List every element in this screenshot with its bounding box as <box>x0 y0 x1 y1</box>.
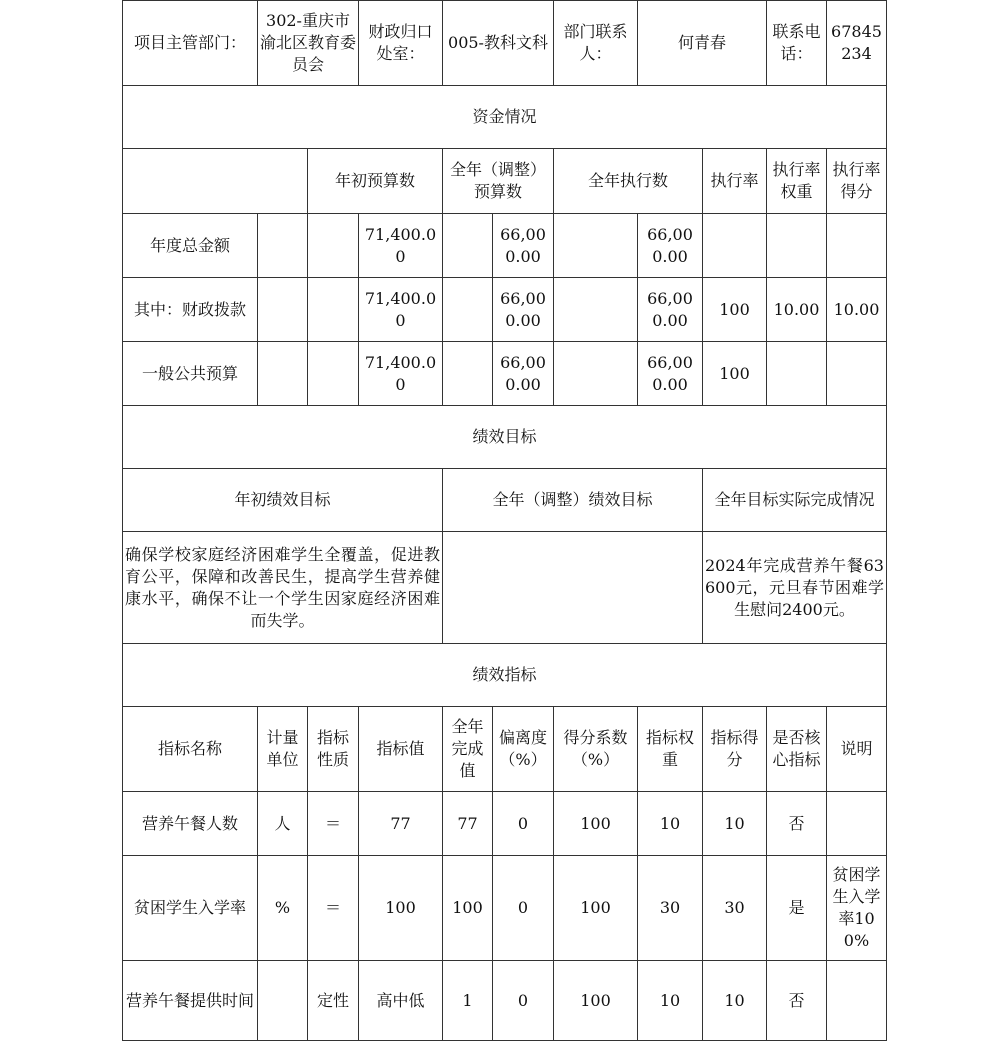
funds-weight <box>766 341 827 406</box>
funds-blank <box>442 277 493 342</box>
funds-column-header: 执行率权重 <box>766 148 827 214</box>
funds-blank <box>442 341 493 406</box>
funds-blank <box>257 277 308 342</box>
indicator-cell: 10 <box>702 791 767 856</box>
funds-blank <box>307 277 359 342</box>
funds-blank <box>553 341 638 406</box>
funds-blank <box>442 213 493 278</box>
funds-executed: 66,000.00 <box>637 341 703 406</box>
funds-row-label: 年度总金额 <box>122 213 258 278</box>
funds-column-header: 执行率 <box>702 148 767 214</box>
indicator-cell: 定性 <box>307 960 359 1041</box>
funds-weight <box>766 213 827 278</box>
phone-value: 67845234 <box>826 0 887 86</box>
indicator-cell: 贫困学生入学率100% <box>826 855 887 961</box>
indicator-column-header: 说明 <box>826 706 887 792</box>
funds-executed: 66,000.00 <box>637 213 703 278</box>
indicator-cell: % <box>257 855 308 961</box>
indicator-cell: 30 <box>702 855 767 961</box>
funds-blank <box>307 341 359 406</box>
indicator-cell: 营养午餐提供时间 <box>122 960 258 1041</box>
indicator-cell: ＝ <box>307 855 359 961</box>
indicator-cell: 30 <box>637 855 703 961</box>
indicator-cell: ＝ <box>307 791 359 856</box>
funds-section-title: 资金情况 <box>122 85 887 149</box>
indicator-cell: 77 <box>442 791 493 856</box>
funds-column-header: 年初预算数 <box>307 148 443 214</box>
indicator-cell <box>257 960 308 1041</box>
goals-actual: 2024年完成营养午餐63600元，元旦春节困难学生慰问2400元。 <box>702 531 887 644</box>
funds-score: 10.00 <box>826 277 887 342</box>
funds-blank <box>257 213 308 278</box>
indicator-cell: 0 <box>492 791 554 856</box>
contact-label: 部门联系人： <box>553 0 638 86</box>
indicator-cell: 1 <box>442 960 493 1041</box>
indicator-column-header: 指标得分 <box>702 706 767 792</box>
dept-value: 302-重庆市渝北区教育委员会 <box>257 0 359 86</box>
indicator-cell: 100 <box>358 855 443 961</box>
indicator-cell <box>826 791 887 856</box>
indicator-cell: 10 <box>702 960 767 1041</box>
dept-label: 项目主管部门： <box>122 0 258 86</box>
funds-column-header: 全年执行数 <box>553 148 703 214</box>
indicator-cell: 100 <box>442 855 493 961</box>
funds-row-label: 其中：财政拨款 <box>122 277 258 342</box>
funds-adjusted: 66,000.00 <box>492 341 554 406</box>
indicator-cell: 贫困学生入学率 <box>122 855 258 961</box>
funds-column-header: 执行率得分 <box>826 148 887 214</box>
funds-blank <box>553 213 638 278</box>
indicator-cell: 否 <box>766 791 827 856</box>
office-value: 005-教科文科 <box>442 0 554 86</box>
funds-score <box>826 213 887 278</box>
office-label: 财政归口处室： <box>358 0 443 86</box>
funds-initial: 71,400.00 <box>358 341 443 406</box>
indicator-column-header: 指标名称 <box>122 706 258 792</box>
indicators-section-title: 绩效指标 <box>122 643 887 707</box>
funds-score <box>826 341 887 406</box>
indicator-cell: 100 <box>553 960 638 1041</box>
goals-section-title: 绩效目标 <box>122 405 887 469</box>
funds-adjusted: 66,000.00 <box>492 277 554 342</box>
indicator-column-header: 全年完成值 <box>442 706 493 792</box>
funds-rate: 100 <box>702 277 767 342</box>
goals-column-header: 年初绩效目标 <box>122 468 443 532</box>
indicator-column-header: 计量单位 <box>257 706 308 792</box>
funds-initial: 71,400.00 <box>358 213 443 278</box>
contact-value: 何青春 <box>637 0 767 86</box>
indicator-column-header: 指标值 <box>358 706 443 792</box>
indicator-cell: 0 <box>492 960 554 1041</box>
funds-rate <box>702 213 767 278</box>
funds-column-header: 全年（调整）预算数 <box>442 148 554 214</box>
indicator-cell: 否 <box>766 960 827 1041</box>
funds-blank <box>307 213 359 278</box>
indicator-column-header: 得分系数（%） <box>553 706 638 792</box>
indicator-cell: 100 <box>553 855 638 961</box>
funds-rate: 100 <box>702 341 767 406</box>
goals-adjusted <box>442 531 703 644</box>
funds-blank <box>553 277 638 342</box>
indicator-column-header: 偏离度（%） <box>492 706 554 792</box>
indicator-cell: 人 <box>257 791 308 856</box>
funds-row-label: 一般公共预算 <box>122 341 258 406</box>
phone-label: 联系电话： <box>766 0 827 86</box>
funds-adjusted: 66,000.00 <box>492 213 554 278</box>
indicator-cell: 10 <box>637 960 703 1041</box>
indicator-cell: 营养午餐人数 <box>122 791 258 856</box>
funds-blank <box>257 341 308 406</box>
indicator-cell: 100 <box>553 791 638 856</box>
goals-column-header: 全年目标实际完成情况 <box>702 468 887 532</box>
indicator-cell: 77 <box>358 791 443 856</box>
indicator-cell: 是 <box>766 855 827 961</box>
funds-executed: 66,000.00 <box>637 277 703 342</box>
indicator-cell: 0 <box>492 855 554 961</box>
goals-column-header: 全年（调整）绩效目标 <box>442 468 703 532</box>
indicator-column-header: 指标性质 <box>307 706 359 792</box>
funds-initial: 71,400.00 <box>358 277 443 342</box>
indicator-cell <box>826 960 887 1041</box>
funds-header-blank <box>122 148 308 214</box>
funds-weight: 10.00 <box>766 277 827 342</box>
indicator-cell: 高中低 <box>358 960 443 1041</box>
goals-initial: 确保学校家庭经济困难学生全覆盖，促进教育公平，保障和改善民生，提高学生营养健康水平，确保不让一个学生因家庭经济困难而失学。 <box>122 531 443 644</box>
indicator-cell: 10 <box>637 791 703 856</box>
indicator-column-header: 是否核心指标 <box>766 706 827 792</box>
indicator-column-header: 指标权重 <box>637 706 703 792</box>
